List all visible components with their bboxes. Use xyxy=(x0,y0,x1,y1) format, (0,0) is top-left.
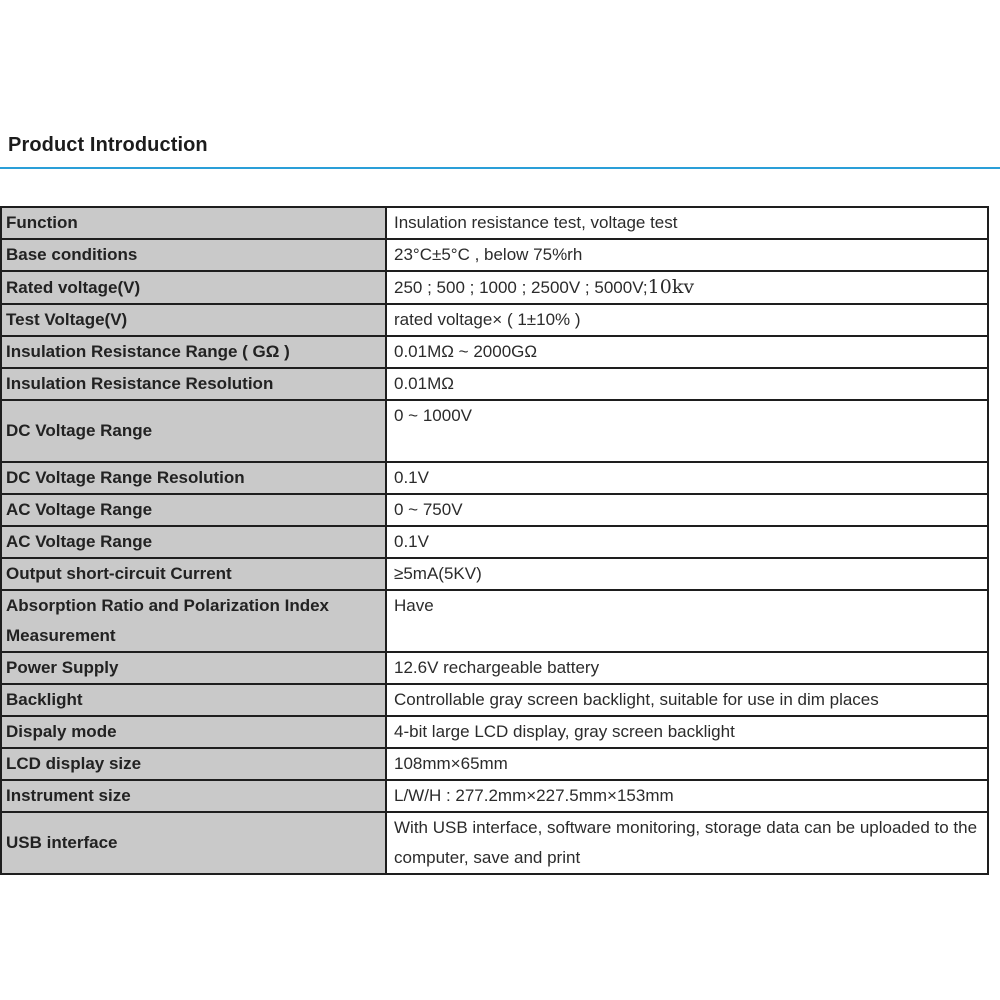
spec-value: 0.01MΩ xyxy=(386,368,988,400)
spec-value: 0.1V xyxy=(386,526,988,558)
spec-value: Insulation resistance test, voltage test xyxy=(386,207,988,239)
table-row xyxy=(1,716,988,748)
spec-key: Test Voltage(V) xyxy=(1,304,386,336)
table-row xyxy=(1,368,988,400)
spec-key: Dispaly mode xyxy=(1,716,386,748)
page-title: Product Introduction xyxy=(8,134,208,156)
table-row xyxy=(1,336,988,368)
spec-value: rated voltage× ( 1±10% ) xyxy=(386,304,988,336)
table-row xyxy=(1,652,988,684)
spec-key: DC Voltage Range Resolution xyxy=(1,462,386,494)
spec-value: 4-bit large LCD display, gray screen backlight xyxy=(386,716,988,748)
rated-voltage-10kv: 10kv xyxy=(647,276,695,298)
spec-key: Power Supply xyxy=(1,652,386,684)
spec-key: Backlight xyxy=(1,684,386,716)
rated-voltage-list: 250 ; 500 ; 1000 ; 2500V ; 5000V; xyxy=(394,278,648,297)
spec-value: ≥5mA(5KV) xyxy=(386,558,988,590)
spec-key: Instrument size xyxy=(1,780,386,812)
spec-value: With USB interface, software monitoring, storage data can be uploaded to the computer, save and print xyxy=(386,812,988,874)
spec-value: 0.1V xyxy=(386,462,988,494)
spec-key: Insulation Resistance Range ( GΩ ) xyxy=(1,336,386,368)
spec-key: AC Voltage Range xyxy=(1,494,386,526)
table-row xyxy=(1,780,988,812)
table-row xyxy=(1,526,988,558)
title-divider xyxy=(0,167,1000,169)
spec-key: Function xyxy=(1,207,386,239)
spec-key: AC Voltage Range xyxy=(1,526,386,558)
table-row xyxy=(1,462,988,494)
spec-value: 0.01MΩ ~ 2000GΩ xyxy=(386,336,988,368)
table-row xyxy=(1,494,988,526)
table-row xyxy=(1,748,988,780)
spec-key: Rated voltage(V) xyxy=(1,271,386,304)
spec-key: LCD display size xyxy=(1,748,386,780)
table-row xyxy=(1,304,988,336)
table-row xyxy=(1,684,988,716)
spec-key: USB interface xyxy=(1,812,386,874)
spec-value: 12.6V rechargeable battery xyxy=(386,652,988,684)
spec-key: Output short-circuit Current xyxy=(1,558,386,590)
spec-table xyxy=(0,206,989,875)
spec-value: 0 ~ 750V xyxy=(386,494,988,526)
spec-value: 108mm×65mm xyxy=(386,748,988,780)
table-row xyxy=(1,590,988,652)
spec-key: DC Voltage Range xyxy=(1,400,386,462)
table-row xyxy=(1,271,988,304)
spec-value: L/W/H : 277.2mm×227.5mm×153mm xyxy=(386,780,988,812)
table-row xyxy=(1,558,988,590)
spec-key: Absorption Ratio and Polarization Index Measurement xyxy=(1,590,386,652)
table-row xyxy=(1,400,988,462)
spec-value: Controllable gray screen backlight, suitable for use in dim places xyxy=(386,684,988,716)
spec-value: Have xyxy=(386,590,988,652)
spec-value xyxy=(386,271,988,304)
table-row xyxy=(1,812,988,874)
spec-key: Base conditions xyxy=(1,239,386,271)
table-row xyxy=(1,207,988,239)
spec-key: Insulation Resistance Resolution xyxy=(1,368,386,400)
spec-value: 0 ~ 1000V xyxy=(386,400,988,462)
table-row xyxy=(1,239,988,271)
spec-value: 23°C±5°C , below 75%rh xyxy=(386,239,988,271)
